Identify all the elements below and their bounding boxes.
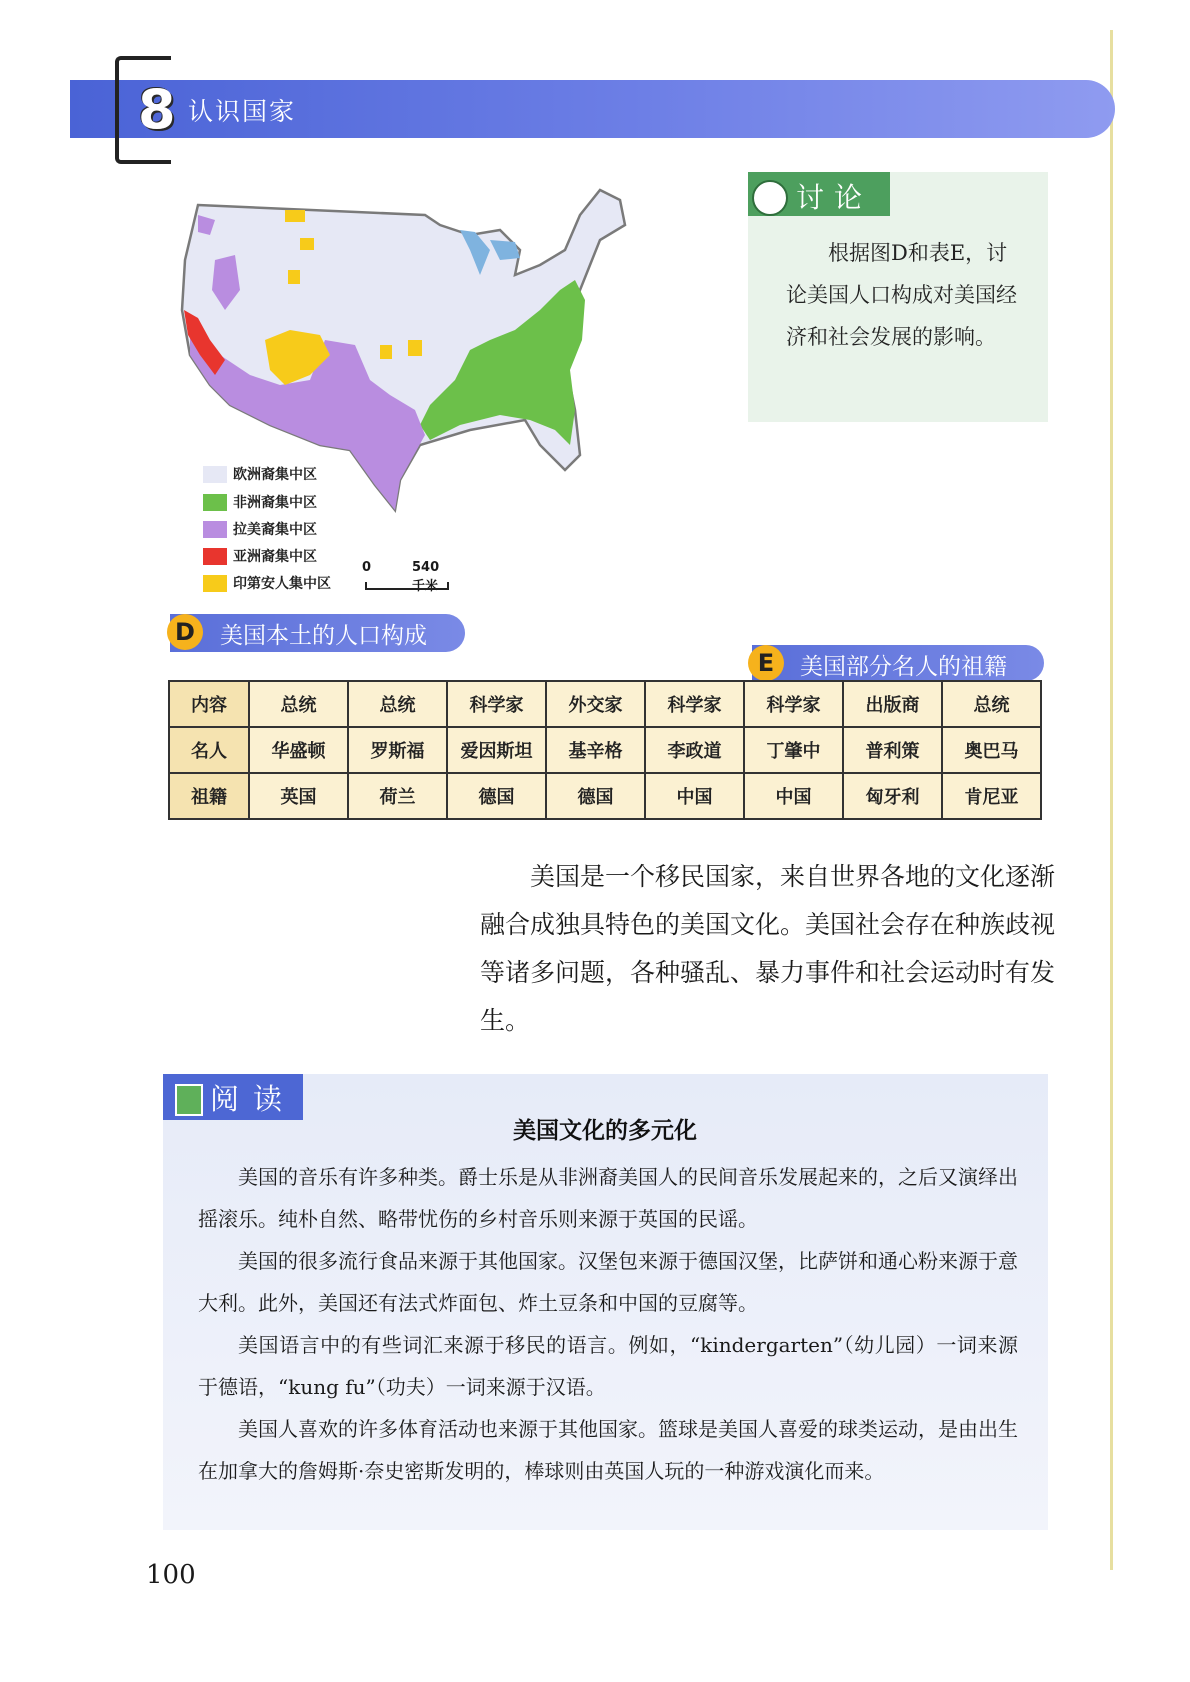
table-cell: 匈牙利	[843, 773, 942, 819]
map-scale-bar	[360, 560, 450, 594]
table-cell: 科学家	[447, 681, 546, 727]
table-cell: 德国	[447, 773, 546, 819]
table-cell: 科学家	[744, 681, 843, 727]
discussion-title: 讨论	[796, 181, 873, 214]
figure-d-title: 美国本土的人口构成	[220, 623, 427, 649]
table-cell: 祖籍	[169, 773, 249, 819]
native-region-mid-shape	[288, 270, 300, 284]
body-paragraph: 美国是一个移民国家，来自世界各地的文化逐渐融合成独具特色的美国文化。美国社会存在种族歧视等诸多问题，各种骚乱、暴力事件和社会运动时有发生。	[480, 862, 1056, 1035]
reading-paragraph: 美国的很多流行食品来源于其他国家。汉堡包来源于德国汉堡，比萨饼和通心粉来源于意大利。此外，美国还有法式炸面包、炸土豆条和中国的豆腐等。	[198, 1249, 1018, 1315]
discussion-text: 根据图D和表E，讨论美国人口构成对美国经济和社会发展的影响。	[786, 241, 1017, 349]
legend-swatch-native	[203, 575, 227, 592]
table-cell: 名人	[169, 727, 249, 773]
reading-title: 阅读	[210, 1082, 297, 1116]
table-cell: 内容	[169, 681, 249, 727]
table-cell: 肯尼亚	[942, 773, 1041, 819]
table-cell: 基辛格	[546, 727, 645, 773]
book-icon	[175, 1084, 203, 1116]
table-cell: 荷兰	[348, 773, 447, 819]
legend-item	[203, 544, 317, 568]
legend-item	[203, 490, 317, 514]
table-cell: 总统	[942, 681, 1041, 727]
legend-swatch-latin	[203, 521, 227, 538]
ancestry-table	[168, 680, 1042, 820]
table-cell: 外交家	[546, 681, 645, 727]
table-row	[169, 727, 1041, 773]
table-cell: 总统	[348, 681, 447, 727]
table-cell: 中国	[645, 773, 744, 819]
reading-paragraphs	[198, 1156, 1018, 1492]
table-cell: 德国	[546, 773, 645, 819]
table-cell: 总统	[249, 681, 348, 727]
scale-line	[365, 582, 449, 590]
legend-swatch-asian	[203, 548, 227, 565]
legend-label: 非洲裔集中区	[233, 495, 317, 511]
native-region-south-shape	[408, 340, 422, 356]
table-row	[169, 681, 1041, 727]
native-region-plains-shape	[300, 238, 314, 250]
chapter-number: 8	[138, 78, 176, 141]
table-cell: 丁肇中	[744, 727, 843, 773]
table-cell: 出版商	[843, 681, 942, 727]
legend-item	[203, 462, 317, 486]
legend-item	[203, 571, 331, 595]
legend-label: 亚洲裔集中区	[233, 549, 317, 565]
legend-swatch-african	[203, 494, 227, 511]
legend-label: 拉美裔集中区	[233, 522, 317, 538]
table-cell: 科学家	[645, 681, 744, 727]
scale-distance-label: 540千米	[412, 560, 440, 594]
chapter-title: 认识国家	[188, 97, 297, 126]
us-population-map	[170, 180, 680, 540]
native-region-north-shape	[285, 210, 305, 222]
discussion-monitor-icon	[752, 180, 788, 216]
native-region-oklahoma-shape	[380, 345, 392, 359]
reading-heading: 美国文化的多元化	[513, 1118, 697, 1144]
reading-paragraph: 美国人喜欢的许多体育活动也来源于其他国家。篮球是美国人喜爱的球类运动，是由出生在加拿大的詹姆斯·奈史密斯发明的，棒球则由英国人玩的一种游戏演化而来。	[198, 1417, 1018, 1483]
table-cell: 奥巴马	[942, 727, 1041, 773]
figure-d-letter: D	[167, 614, 203, 650]
table-cell: 普利策	[843, 727, 942, 773]
table-cell: 华盛顿	[249, 727, 348, 773]
table-cell: 李政道	[645, 727, 744, 773]
table-row	[169, 773, 1041, 819]
table-cell: 罗斯福	[348, 727, 447, 773]
reading-paragraph: 美国的音乐有许多种类。爵士乐是从非洲裔美国人的民间音乐发展起来的，之后又演绎出摇滚乐。纯朴自然、略带忧伤的乡村音乐则来源于英国的民谣。	[198, 1165, 1018, 1231]
table-cell: 中国	[744, 773, 843, 819]
legend-label: 欧洲裔集中区	[233, 467, 317, 483]
legend-swatch-european	[203, 466, 227, 483]
legend-item	[203, 517, 317, 541]
page-number: 100	[146, 1560, 196, 1590]
table-e-letter: E	[748, 645, 784, 681]
reading-paragraph: 美国语言中的有些词汇来源于移民的语言。例如，“kindergarten”（幼儿园）一词来源于德语，“kung fu”（功夫）一词来源于汉语。	[198, 1333, 1018, 1399]
page-edge	[1110, 30, 1113, 1570]
legend-label: 印第安人集中区	[233, 576, 331, 592]
table-cell: 英国	[249, 773, 348, 819]
table-cell: 爱因斯坦	[447, 727, 546, 773]
table-e-title: 美国部分名人的祖籍	[800, 654, 1007, 680]
scale-zero-label: 0	[362, 560, 372, 575]
